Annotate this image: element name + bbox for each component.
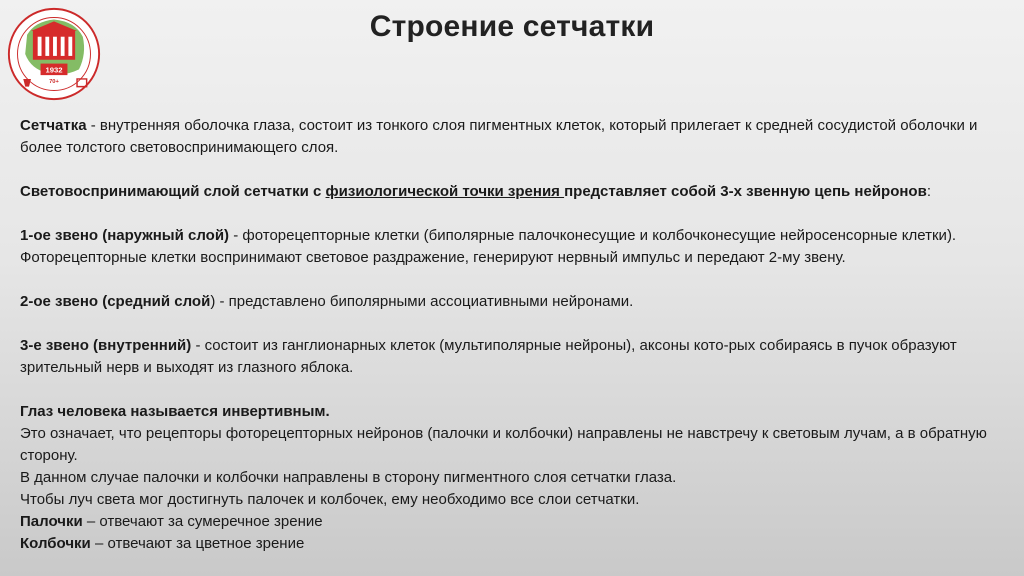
rods-line [20, 511, 1004, 533]
first-link-text: - фоторецепторные клетки (биполярные палочконесущие и колбочконесущие нейросенсорные клетки). Фоторецепторные клетки воспринимают световое раздражение, генерируют нервный импульс и передают 2-му звену. [20, 227, 957, 266]
rods-text: – отвечают за сумеречное зрение [82, 513, 323, 530]
paragraph-first-link [20, 225, 1004, 269]
light-layer-underlined: физиологической точки зрения [325, 183, 565, 200]
term-first-link: 1-ое звено (наружный слой) [20, 227, 230, 244]
third-link-text: - состоит из ганглионарных клеток (мультиполярные нейроны), аксоны кото-рых собираясь в пучок образуют зрительный нерв и выходят из глазного яблока. [20, 337, 957, 376]
inverted-eye-line-2: В данном случае палочки и колбочки направлены в сторону пигментного слоя сетчатки глаза. [20, 469, 677, 486]
slide-content [20, 115, 1004, 555]
term-third-link: 3-е звено (внутренний) [20, 337, 192, 354]
light-layer-rest: представляет собой 3-х звенную цепь нейронов [564, 183, 927, 200]
retina-definition-text: - внутренняя оболочка глаза, состоит из тонкого слоя пигментных клеток, который прилегает к средней сосудистой оболочки и более толстого световоспринимающего слоя. [20, 117, 978, 156]
cones-line [20, 533, 1004, 555]
paragraph-retina-definition [20, 115, 1004, 159]
logo-year: 1932 [45, 65, 63, 75]
paragraph-third-link [20, 335, 1004, 379]
term-cones: Колбочки [20, 535, 91, 552]
inverted-eye-line-3: Чтобы луч света мог достигнуть палочек и колбочек, ему необходимо все слои сетчатки. [20, 491, 640, 508]
term-second-link: 2-ое звено (средний слой [20, 293, 211, 310]
light-layer-lead: Световоспринимающий слой сетчатки с [20, 183, 326, 200]
paragraph-second-link [20, 291, 1004, 313]
term-retina: Сетчатка [20, 117, 87, 134]
inverted-eye-line-1: Это означает, что рецепторы фоторецепторных нейронов (палочки и колбочки) направлены не навстречу к световым лучам, а в обратную сторону. [20, 425, 987, 464]
second-link-text: ) - представлено биполярными ассоциативными нейронами. [210, 293, 634, 310]
term-rods: Палочки [20, 513, 83, 530]
paragraph-light-layer [20, 181, 1004, 203]
inverted-eye-heading: Глаз человека называется инвертивным. [20, 403, 330, 420]
page-title: Строение сетчатки [369, 10, 655, 43]
cones-text: – отвечают за цветное зрение [90, 535, 305, 552]
logo-badge: 70+ [49, 78, 59, 85]
light-layer-colon: : [926, 183, 931, 200]
